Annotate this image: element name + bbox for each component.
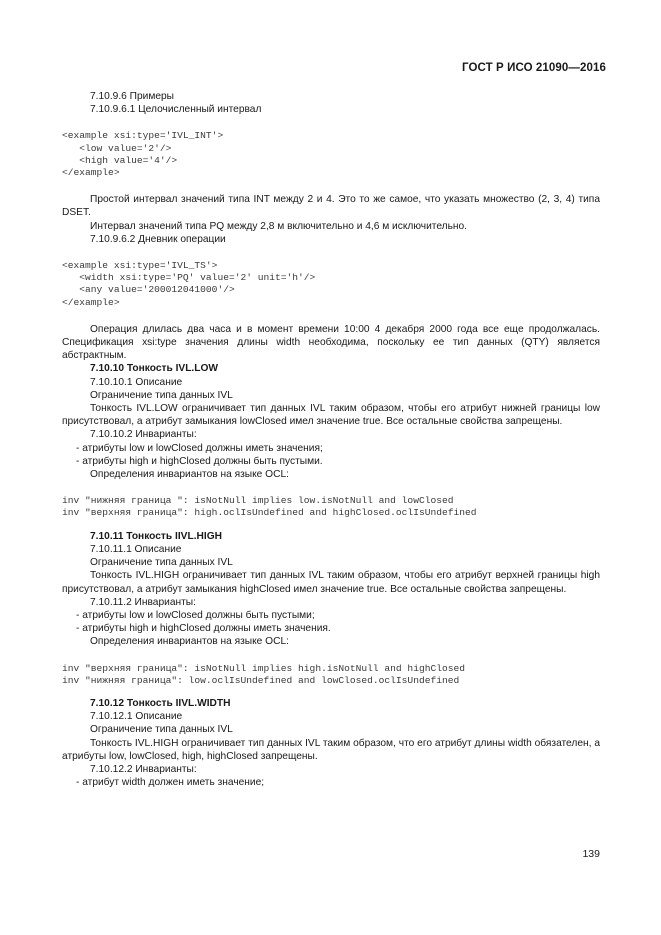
subsection-heading: 7.10.11.1 Описание: [90, 543, 182, 555]
paragraph: Определения инвариантов на языке OCL:: [90, 636, 289, 648]
paragraph: Ограничение типа данных IVL: [90, 724, 233, 736]
paragraph: Ограничение типа данных IVL: [90, 389, 233, 401]
subsection-heading: 7.10.11.2 Инварианты:: [90, 596, 196, 608]
section-heading: 7.10.12 Тонкость IIVL.WIDTH: [90, 697, 231, 709]
subsection-heading: 7.10.9.6.2 Дневник операции: [90, 233, 226, 245]
code-line: <example xsi:type='IVL_INT'>: [62, 130, 224, 142]
page-body: [62, 90, 600, 789]
paragraph: Ограничение типа данных IVL: [90, 557, 233, 569]
subsection-heading: 7.10.9.6.1 Целочисленный интервал: [90, 104, 262, 116]
code-line: <low value='2'/>: [62, 142, 172, 154]
code-line: </example>: [62, 167, 120, 179]
code-line: inv "верхняя граница": isNotNull implies high.isNotNull and highClosed: [62, 662, 466, 674]
code-line: inv "верхняя граница": high.oclIsUndefined and highClosed.oclIsUndefined: [62, 507, 477, 519]
code-line: <width xsi:type='PQ' value='2' unit='h'/>: [62, 272, 316, 284]
subsection-heading: 7.10.10.1 Описание: [90, 376, 183, 388]
code-line: <example xsi:type='IVL_TS'>: [62, 260, 218, 272]
list-item: - атрибуты low и lowClosed должны быть пустыми;: [76, 609, 315, 621]
code-block-ocl-low: [62, 495, 600, 519]
page-number: 139: [582, 848, 600, 860]
subsection-heading: 7.10.10.2 Инварианты:: [90, 429, 197, 441]
paragraph: Операция длилась два часа и в момент времени 10:00 4 декабря 2000 года все еще продолжалась. Спецификация xsi:type значения длины width необходима, поскольку ее тип данных (QTY) является абстрактным.: [62, 323, 600, 362]
paragraph: Определения инвариантов на языке OCL:: [90, 469, 289, 481]
code-block-example-ivl-ts: [62, 260, 600, 309]
subsection-heading: 7.10.9.6 Примеры: [90, 91, 174, 102]
code-line: <any value='200012041000'/>: [62, 284, 235, 296]
paragraph: Тонкость IVL.HIGH ограничивает тип данных IVL таким образом, чтобы его атрибут верхней границы high присутствовал, а атрибут замыкания highClosed имел значение true. Все остальные свойства запрещены.: [62, 570, 600, 595]
document-header: ГОСТ Р ИСО 21090—2016: [461, 62, 606, 74]
paragraph: Тонкость IVL.HIGH ограничивает тип данных IVL таким образом, что его атрибут длины width обязателен, а атрибуты low, lowClosed, high, highClosed запрещены.: [62, 737, 600, 762]
paragraph: Простой интервал значений типа INT между 2 и 4. Это то же самое, что указать множество (2, 3, 4) типа DSET.: [62, 194, 600, 219]
section-heading: 7.10.11 Тонкость IIVL.HIGH: [90, 530, 222, 542]
code-line: inv "нижняя граница ": isNotNull implies low.isNotNull and lowClosed: [62, 495, 454, 507]
list-item: - атрибуты low и lowClosed должны иметь значения;: [76, 442, 323, 454]
code-block-ocl-high: [62, 663, 600, 687]
list-item: - атрибуты high и highClosed должны быть пустыми.: [76, 455, 323, 467]
section-heading: 7.10.10 Тонкость IVL.LOW: [90, 363, 219, 375]
code-line: </example>: [62, 296, 120, 308]
paragraph: Интервал значений типа PQ между 2,8 м включительно и 4,6 м исключительно.: [90, 220, 468, 232]
list-item: - атрибуты high и highClosed должны иметь значения.: [76, 623, 331, 635]
code-line: <high value='4'/>: [62, 154, 178, 166]
code-block-example-ivl-int: [62, 130, 600, 179]
code-line: inv "нижняя граница": low.oclIsUndefined and lowClosed.oclIsUndefined: [62, 674, 460, 686]
paragraph: Тонкость IVL.LOW ограничивает тип данных IVL таким образом, чтобы его атрибут нижней границы low присутствовал, а атрибут замыкания lowClosed имел значение true. Все остальные свойства запрещены.: [62, 403, 600, 428]
subsection-heading: 7.10.12.2 Инварианты:: [90, 763, 197, 775]
subsection-heading: 7.10.12.1 Описание: [90, 711, 183, 723]
list-item: - атрибут width должен иметь значение;: [76, 777, 265, 789]
